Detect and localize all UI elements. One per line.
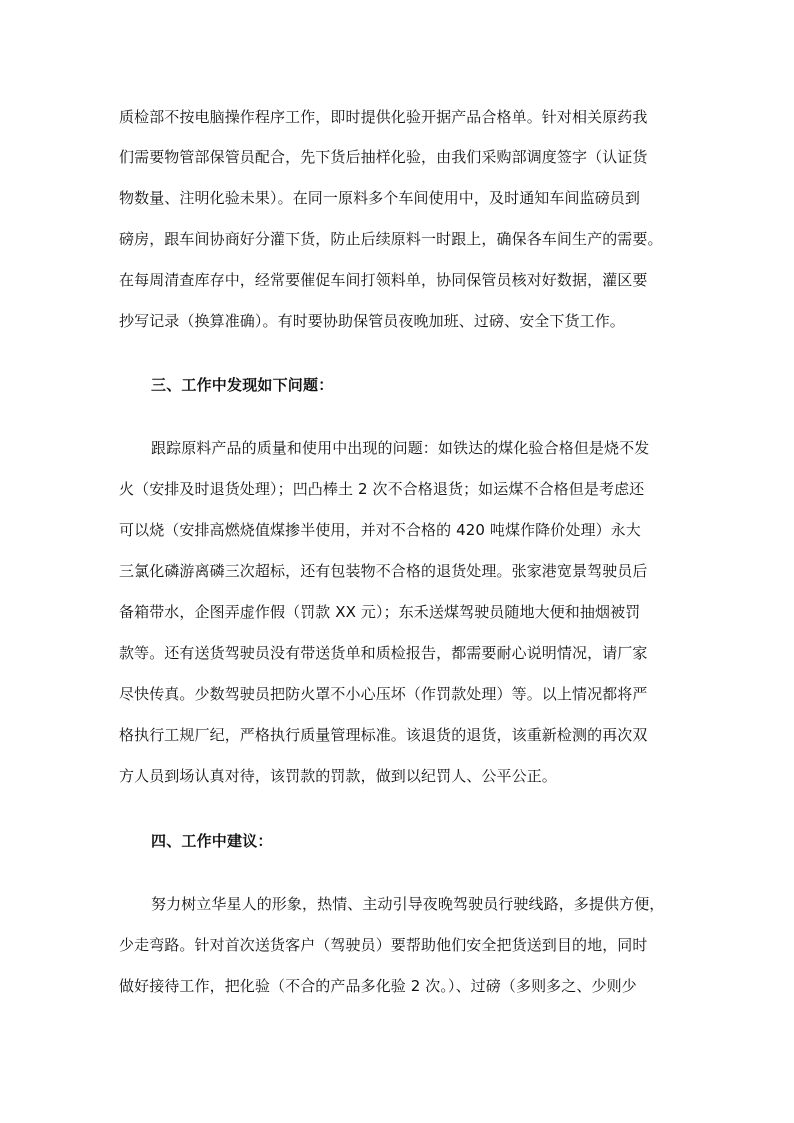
paragraph-2-line: 可以烧（安排高燃烧值煤掺半使用，并对不合格的 420 吨煤作降价处理）永大 (119, 521, 641, 539)
paragraph-2-line: 尽快传真。少数驾驶员把防火罩不小心压坏（作罚款处理）等。以上情况都将严 (119, 685, 648, 703)
paragraph-2-line: 款等。还有送货驾驶员没有带送货单和质检报告，都需要耐心说明情况，请厂家 (119, 644, 648, 662)
paragraph-2-line: 备箱带水，企图弄虚作假（罚款 XX 元）；东禾送煤驾驶员随地大便和抽烟被罚 (119, 603, 641, 621)
section-heading-problems: 三、工作中发现如下问题： (151, 376, 334, 394)
paragraph-3-line: 努力树立华星人的形象，热情、主动引导夜晚驾驶员行驶线路，多提供方便， (151, 895, 665, 913)
paragraph-2-line: 火（安排及时退货处理）；凹凸棒土 2 次不合格退货；如运煤不合格但是考虑还 (119, 480, 645, 498)
section-heading-suggestions: 四、工作中建议： (151, 832, 273, 850)
paragraph-2-line: 三氯化磷游离磷三次超标，还有包装物不合格的退货处理。张家港宽景驾驶员后 (119, 562, 648, 580)
paragraph-2-line: 跟踪原料产品的质量和使用中出现的问题：如铁达的煤化验合格但是烧不发 (151, 439, 650, 457)
paragraph-2-line: 方人员到场认真对待，该罚款的罚款，做到以纪罚人、公平公正。 (119, 767, 557, 785)
paragraph-1-line: 物数量、注明化验未果）。在同一原料多个车间使用中，及时通知车间监磅员到 (119, 189, 641, 207)
paragraph-1-line: 抄写记录（换算准确）。有时要协助保管员夜晚加班、过磅、安全下货工作。 (119, 312, 625, 330)
paragraph-1-line: 在每周清查库存中，经常要催促车间打领料单，协同保管员核对好数据，灌区要 (119, 271, 648, 289)
paragraph-3-line: 做好接待工作，把化验（不合的产品多化验 2 次。）、过磅（多则多之、少则少 (119, 977, 637, 995)
paragraph-1-line: 们需要物管部保管员配合，先下货后抽样化验，由我们采购部调度签字（认证货 (119, 148, 648, 166)
paragraph-2-line: 格执行工规厂纪，严格执行质量管理标准。该退货的退货，该重新检测的再次双 (119, 726, 648, 744)
paragraph-1-line: 质检部不按电脑操作程序工作，即时提供化验开据产品合格单。针对相关原药我 (119, 108, 648, 126)
paragraph-3-line: 少走弯路。针对首次送货客户（驾驶员）要帮助他们安全把货送到目的地，同时 (119, 936, 648, 954)
paragraph-1-line: 磅房，跟车间协商好分灌下货，防止后续原料一时跟上，确保各车间生产的需要。 (119, 230, 663, 248)
